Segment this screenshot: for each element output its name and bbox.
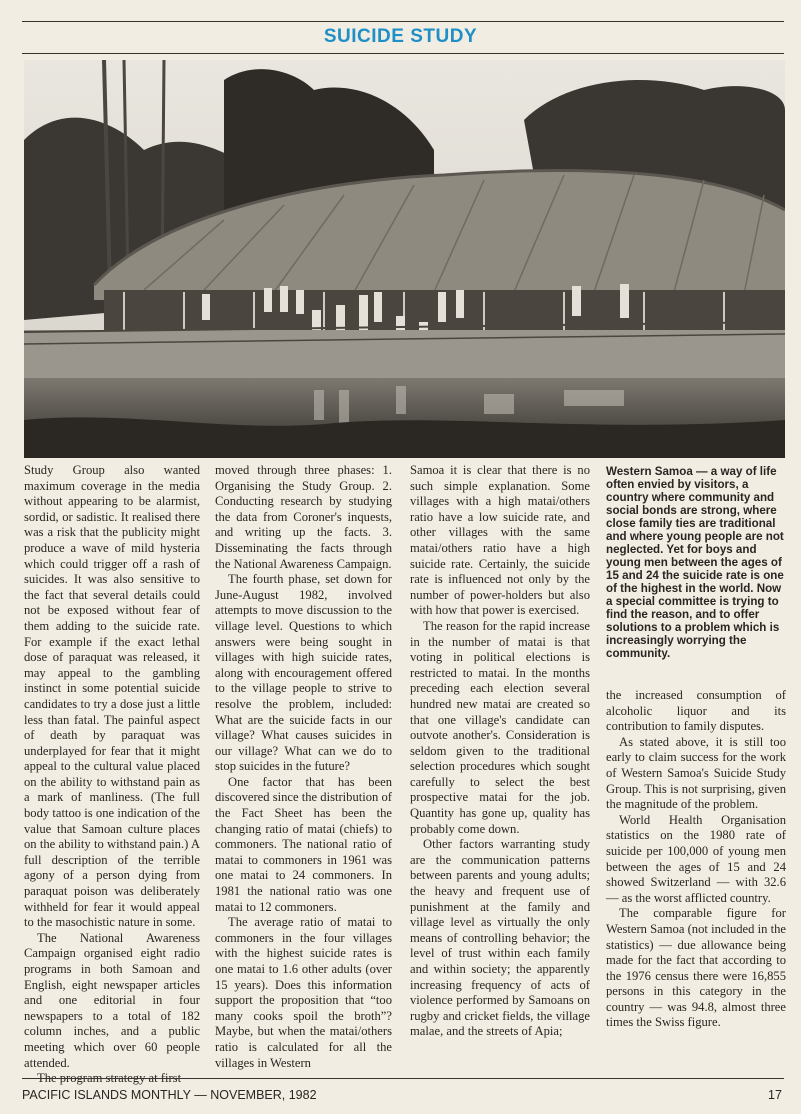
footer-rule [22,1078,784,1079]
publication-footer: PACIFIC ISLANDS MONTHLY — NOVEMBER, 1982 [22,1088,317,1102]
paragraph: The average ratio of matai to commoners in the four villages with the highest suicide rates is one matai to 1.6 other adults (over 15 years). Does this information support the proposition that “too many cooks spoil the broth”? Maybe, but when the matai/others ratio is calculated for all the villages in Western [215,915,392,1070]
section-title: SUICIDE STUDY [323,26,478,47]
article-column-2 [215,463,392,1071]
title-rule [22,53,784,54]
paragraph: One factor that has been discovered since the distribution of the Fact Sheet has been the changing ratio of matai (chiefs) to commoners. The national ratio of matai to commoners in 1961 was one matai to 24 commoners. In 1981 the national ratio was one matai to 12 commoners. [215,774,392,914]
pull-quote: Western Samoa — a way of life often envied by visitors, a country where community and social bonds are strong, where close family ties are traditional and where young people are not neglected. Yet for boys and young men between the ages of 15 and 24 the suicide rate is one of the highest in the world. Now a special committee is trying to find the reason, and to offer solutions to a problem which is increasingly worrying the community. [606,465,784,660]
paragraph: The fourth phase, set down for June-August 1982, involved attempts to move discussion to the village level. Questions to which answers were being sought in villages with high suicide rates, along with encouragement offered to the village people to strive to resolve the problem, included: What are the suicide facts in our village? What causes suicides in our village? What can we do to stop suicides in the future? [215,572,392,774]
paragraph: Samoa it is clear that there is no such simple explanation. Some villages with a high matai/others ratio have a low suicide rate, and other villages with the same matai/others ratio have a high suicide rate. Certainly, the suicide rate is influenced not only by the number of power-holders but also with how that power is exercised. [410,463,590,618]
paragraph: moved through three phases: 1. Organising the Study Group. 2. Conducting research by studying the data from Coroner's inquests, and writing up the facts. 3. Disseminating the facts through the National Awareness Campaign. [215,463,392,571]
paragraph: The program strategy at first [37,1071,182,1086]
article-column-1 [24,463,200,1087]
paragraph: As stated above, it is still too early to claim success for the work of Western Samoa's Suicide Study Group. This is not surprising, given the magnitude of the problem. [606,734,786,812]
paragraph: the increased consumption of alcoholic liquor and its contribution to family disputes. [606,688,786,734]
paragraph: The comparable figure for Western Samoa (not included in the statistics) — due allowance being made for the fact that according to the 1976 census there were 16,855 persons in this category in the country — was 94.8, almost three times the Swiss figure. [606,906,786,1030]
photo-illustration [24,60,785,458]
paragraph: Study Group also wanted maximum coverage in the media without appearing to be alarmist, sordid, or sadistic. It realised there was a risk that the publicity might produce a wave of mild hysteria which could trigger off a rash of suicides. It was also sensitive to the fact that several details could not be exposed without fear of them adding to the suicide rate. For example if the exact lethal dose of paraquat was released, it may appeal to the gambling instinct in some potential suicide candidates to try a dose just a little less than fatal. The painful aspect of death by paraquat was underplayed for fear that it might appeal to the cultural value placed on the ability to withstand pain as a mark of manliness. (The full body tattoo is one indication of the value that Samoan culture places on the ability to withstand pain.) A full description of the terrible agony of a person dying from paraquat poison was deliberately withheld for fear it would appeal to the masochistic nature in some. [24,463,200,930]
paragraph: Other factors warranting study are the communication patterns between parents and young adults; the heavy and frequent use of punishment at the family and village level as virtually the only means of controlling behavior; the level of trust within each family and within society; the apparently increasing frequency of acts of violence performed by Samoans on rugby and cricket fields, the village malae, and the streets of Apia; [410,837,590,1039]
article-column-4 [606,688,786,1031]
top-rule [22,21,784,22]
page-number: 17 [768,1088,782,1102]
paragraph: The reason for the rapid increase in the number of matai is that voting in political elections is restricted to matai. In the months preceding each election several hundred new matai are created so that one village's candidate can outvote another's. Consideration is seldom given to the traditional selection procedures which sought carefully to select the best prospective matai for the job. Quantity has gone up, quality has probably come down. [410,618,590,836]
paragraph: The National Awareness Campaign organised eight radio programs in both Samoan and English, eight newspaper articles and one editorial in four newspapers to a total of 182 column inches, and a public meeting which over 60 people attended. [24,930,200,1070]
paragraph: World Health Organisation statistics on the 1980 rate of suicide per 100,000 of young men between the ages of 15 and 24 showed Switzerland — with 32.6 — as the worst afflicted country. [606,812,786,905]
village-fale-photo-icon [24,60,785,458]
article-column-3 [410,463,590,1040]
